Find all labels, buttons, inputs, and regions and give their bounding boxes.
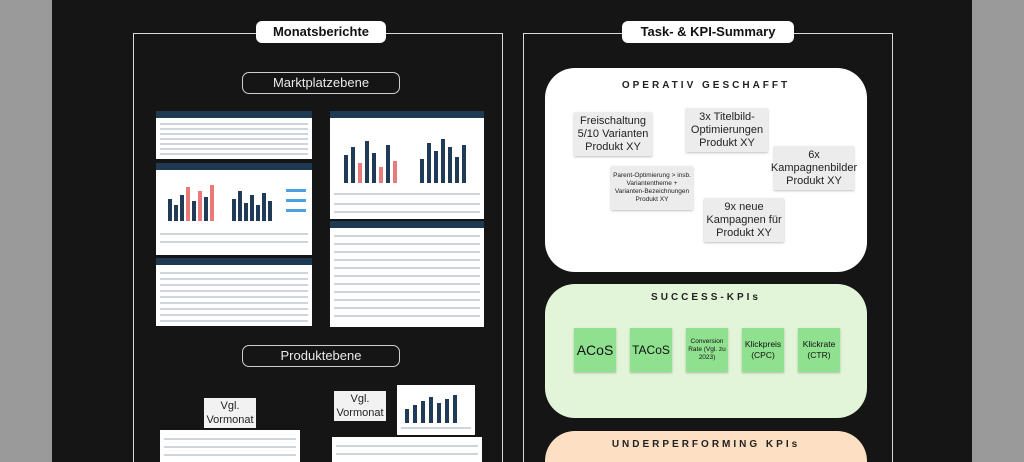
kpi-klickrate: Klickrate (CTR): [798, 328, 840, 372]
vgl-vormonat-note-1: Vgl. Vormonat: [204, 398, 256, 428]
kpi-conversion-rate: Conversion Rate (Vgl. zu 2023): [686, 328, 728, 372]
kpi-klickpreis: Klickpreis (CPC): [742, 328, 784, 372]
underperforming-kpis-panel: [545, 431, 867, 462]
report-thumbnail-overview: [330, 111, 484, 219]
sticky-note-kampagnenbilder: 6x Kampagnenbilder Produkt XY: [774, 146, 854, 190]
product-thumbnail-chart: [397, 385, 475, 435]
report-thumbnail-product-table: [330, 221, 484, 327]
whiteboard-canvas[interactable]: [52, 0, 972, 462]
report-thumbnail-table: [156, 111, 312, 159]
report-thumbnail-category-table: [156, 258, 312, 326]
marktplatzebene-label: Marktplatzebene: [242, 72, 400, 94]
sticky-note-parent-optimierung: Parent-Optimierung > insb. Variantentheme + Varianten-Bezeichnungen Produkt XY: [611, 166, 693, 210]
sticky-note-freischaltung: Freischaltung 5/10 Varianten Produkt XY: [574, 112, 652, 156]
vgl-vormonat-note-2: Vgl. Vormonat: [334, 391, 386, 421]
task-kpi-title: Task- & KPI-Summary: [622, 21, 794, 43]
operativ-geschafft-title: OPERATIV GESCHAFFT: [621, 80, 791, 91]
product-thumbnail-table-2: [332, 437, 482, 462]
underperforming-kpis-title: UNDERPERFORMING KPIs: [611, 439, 801, 450]
report-thumbnail-charts: [156, 163, 312, 255]
monatsberichte-title: Monatsberichte: [256, 21, 386, 43]
sticky-note-neue-kampagnen: 9x neue Kampagnen für Produkt XY: [704, 198, 784, 242]
product-thumbnail-table-1: [160, 430, 300, 462]
produktebene-label: Produktebene: [242, 345, 400, 367]
kpi-acos: ACoS: [574, 328, 616, 372]
kpi-tacos: TACoS: [630, 328, 672, 372]
success-kpis-title: SUCCESS-KPIs: [651, 292, 761, 303]
sticky-note-titelbild: 3x Titelbild-Optimierungen Produkt XY: [686, 108, 768, 152]
